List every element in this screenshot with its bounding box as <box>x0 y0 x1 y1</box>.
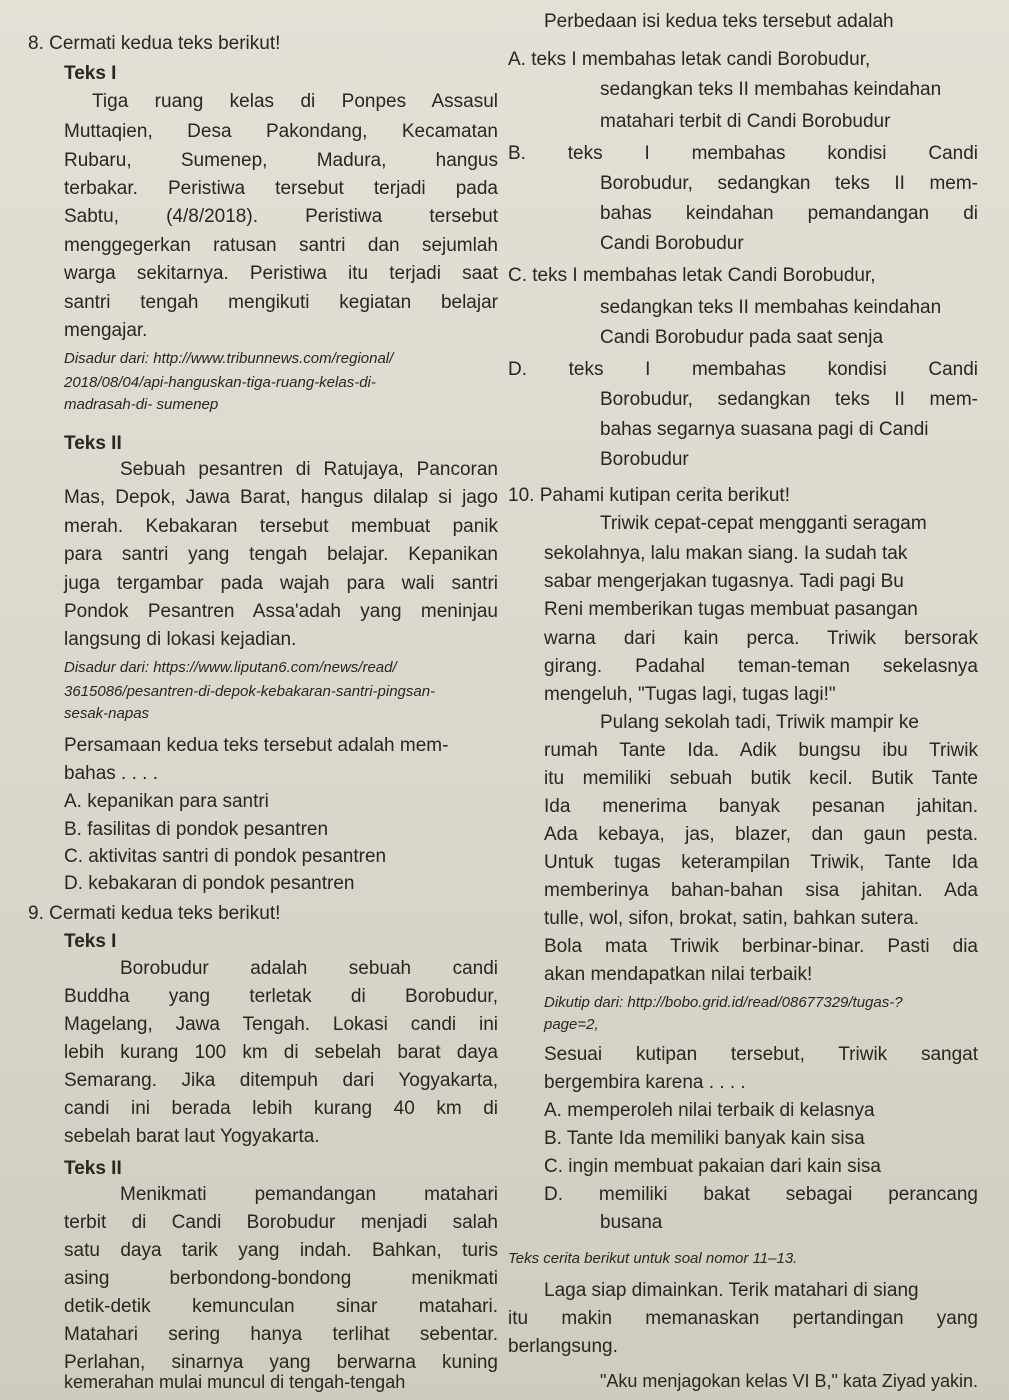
right-text-line: Teks cerita berikut untuk soal nomor 11–13. <box>508 1250 798 1267</box>
right-text-line: mengeluh, "Tugas lagi, tugas lagi!" <box>544 684 836 705</box>
right-text-line: girang. Padahal teman-teman sekelasnya <box>544 656 978 677</box>
left-text-line: Teks II <box>64 433 122 454</box>
right-text-line: tulle, wol, sifon, brokat, satin, bahkan sutera. <box>544 908 919 929</box>
left-text-line: menggegerkan ratusan santri dan sejumlah <box>64 235 498 256</box>
right-text-line: Reni memberikan tugas membuat pasangan <box>544 599 918 620</box>
left-text-line: D. kebakaran di pondok pesantren <box>64 873 355 894</box>
right-text-line: Sesuai kutipan tersebut, Triwik sangat <box>544 1044 978 1065</box>
left-text-line: 2018/08/04/api-hanguskan-tiga-ruang-kelas-di- <box>64 374 376 391</box>
right-text-line: Ada kebaya, jas, blazer, dan gaun pesta. <box>544 824 978 845</box>
left-text-line: Persamaan kedua teks tersebut adalah mem- <box>64 735 449 756</box>
left-text-line: Mas, Depok, Jawa Barat, hangus dilalap si jago <box>64 487 498 508</box>
left-text-line: Borobudur adalah sebuah candi <box>120 958 498 979</box>
right-text-line: bahas keindahan pemandangan di <box>600 203 978 224</box>
left-text-line: sesak-napas <box>64 705 150 722</box>
right-text-line: Borobudur, sedangkan teks II mem- <box>600 389 978 410</box>
left-text-line: langsung di lokasi kejadian. <box>64 629 297 650</box>
right-text-line: 10. Pahami kutipan cerita berikut! <box>508 485 790 506</box>
right-text-line: sedangkan teks II membahas keindahan <box>600 79 942 100</box>
left-text-line: Sebuah pesantren di Ratujaya, Pancoran <box>120 459 498 480</box>
left-text-line: C. aktivitas santri di pondok pesantren <box>64 846 387 867</box>
right-text-line: sekolahnya, lalu makan siang. Ia sudah tak <box>544 543 908 564</box>
left-text-line: lebih kurang 100 km di sebelah barat daya <box>64 1042 498 1063</box>
right-text-line: Perbedaan isi kedua teks tersebut adalah <box>544 11 894 32</box>
left-text-line: terbakar. Peristiwa tersebut terjadi pada <box>64 178 498 199</box>
right-text-line: page=2, <box>544 1016 599 1033</box>
right-text-line: busana <box>600 1212 663 1233</box>
right-text-line: D. teks I membahas kondisi Candi <box>508 359 978 380</box>
right-text-line: bahas segarnya suasana pagi di Candi <box>600 419 929 440</box>
right-text-line: warna dari kain perca. Triwik bersorak <box>544 628 978 649</box>
right-text-line: Pulang sekolah tadi, Triwik mampir ke <box>600 712 919 733</box>
left-text-line: 8. Cermati kedua teks berikut! <box>28 33 281 54</box>
left-text-line: Tiga ruang kelas di Ponpes Assasul <box>92 91 498 112</box>
right-text-line: itu makin memanaskan pertandingan yang <box>508 1308 978 1329</box>
right-text-line: Triwik cepat-cepat mengganti seragam <box>600 513 927 534</box>
right-text-line: Ida menerima banyak pesanan jahitan. <box>544 796 978 817</box>
right-text-line: sedangkan teks II membahas keindahan <box>600 297 942 318</box>
left-text-line: Magelang, Jawa Tengah. Lokasi candi ini <box>64 1014 498 1035</box>
right-text-line: Borobudur <box>600 449 689 470</box>
right-text-line: B. teks I membahas kondisi Candi <box>508 143 978 164</box>
right-text-line: matahari terbit di Candi Borobudur <box>600 111 891 132</box>
left-text-line: Teks I <box>64 63 117 84</box>
left-text-line: merah. Kebakaran tersebut membuat panik <box>64 516 498 537</box>
left-text-line: madrasah-di- sumenep <box>64 396 219 413</box>
tail-left-1: kemerahan mulai muncul di tengah-tengah <box>64 1372 406 1392</box>
left-text-line: para santri yang tengah belajar. Kepanikan <box>64 544 498 565</box>
left-text-line: Muttaqien, Desa Pakondang, Kecamatan <box>64 121 498 142</box>
left-text-line: B. fasilitas di pondok pesantren <box>64 819 329 840</box>
left-text-line: santri tengah mengikuti kegiatan belajar <box>64 292 498 313</box>
left-text-line: Pondok Pesantren Assa'adah yang meninjau <box>64 601 498 622</box>
right-text-line: C. teks I membahas letak Candi Borobudur, <box>508 265 876 286</box>
left-text-line: terbit di Candi Borobudur menjadi salah <box>64 1212 498 1233</box>
left-text-line: Semarang. Jika ditempuh dari Yogyakarta, <box>64 1070 498 1091</box>
left-text-line: Perlahan, sinarnya yang berwarna kuning <box>64 1352 498 1373</box>
left-text-line: Sabtu, (4/8/2018). Peristiwa tersebut <box>64 206 498 227</box>
right-text-line: Untuk tugas keterampilan Triwik, Tante Ida <box>544 852 978 873</box>
left-text-line: juga tergambar pada wajah para wali santri <box>64 573 498 594</box>
left-text-line: mengajar. <box>64 320 148 341</box>
left-text-line: Menikmati pemandangan matahari <box>120 1184 498 1205</box>
left-text-line: A. kepanikan para santri <box>64 791 269 812</box>
tail-right-1: "Aku menjagokan kelas VI B," kata Ziyad yakin. <box>600 1371 978 1391</box>
right-text-line: A. memperoleh nilai terbaik di kelasnya <box>544 1100 875 1121</box>
left-text-line: asing berbondong-bondong menikmati <box>64 1268 498 1289</box>
right-text-line: rumah Tante Ida. Adik bungsu ibu Triwik <box>544 740 978 761</box>
right-text-line: D. memiliki bakat sebagai perancang <box>544 1184 978 1205</box>
right-text-line: akan mendapatkan nilai terbaik! <box>544 964 813 985</box>
left-text-line: 9. Cermati kedua teks berikut! <box>28 903 281 924</box>
right-text-line: Candi Borobudur pada saat senja <box>600 327 884 348</box>
right-text-line: A. teks I membahas letak candi Borobudur, <box>508 49 871 70</box>
right-text-line: Bola mata Triwik berbinar-binar. Pasti dia <box>544 936 978 957</box>
right-text-line: itu memiliki sebuah butik kecil. Butik Tante <box>544 768 978 789</box>
left-text-line: 3615086/pesantren-di-depok-kebakaran-santri-pingsan- <box>64 683 436 700</box>
left-text-line: Rubaru, Sumenep, Madura, hangus <box>64 150 498 171</box>
left-text-line: bahas . . . . <box>64 763 158 784</box>
right-text-line: sabar mengerjakan tugasnya. Tadi pagi Bu <box>544 571 904 592</box>
right-text-line: Candi Borobudur <box>600 233 744 254</box>
left-text-line: Disadur dari: http://www.tribunnews.com/regional/ <box>64 350 394 367</box>
right-text-line: C. ingin membuat pakaian dari kain sisa <box>544 1156 881 1177</box>
left-text-line: satu daya tarik yang indah. Bahkan, turis <box>64 1240 498 1261</box>
left-text-line: Teks II <box>64 1158 122 1179</box>
right-text-line: berlangsung. <box>508 1336 618 1357</box>
right-text-line: Laga siap dimainkan. Terik matahari di siang <box>544 1280 919 1301</box>
right-text-line: Borobudur, sedangkan teks II mem- <box>600 173 978 194</box>
left-text-line: warga sekitarnya. Peristiwa itu terjadi saat <box>64 263 498 284</box>
right-text-line: B. Tante Ida memiliki banyak kain sisa <box>544 1128 865 1149</box>
left-text-line: Buddha yang terletak di Borobudur, <box>64 986 498 1007</box>
left-text-line: Disadur dari: https://www.liputan6.com/news/read/ <box>64 659 397 676</box>
left-text-line: candi ini berada lebih kurang 40 km di <box>64 1098 498 1119</box>
right-text-line: memberinya bahan-bahan sisa jahitan. Ada <box>544 880 978 901</box>
left-text-line: Matahari sering hanya terlihat sebentar. <box>64 1324 498 1345</box>
left-text-line: Teks I <box>64 931 117 952</box>
left-text-line: sebelah barat laut Yogyakarta. <box>64 1126 320 1147</box>
right-text-line: bergembira karena . . . . <box>544 1072 746 1093</box>
right-text-line: Dikutip dari: http://bobo.grid.id/read/08677329/tugas-? <box>544 994 903 1011</box>
left-text-line: detik-detik kemunculan sinar matahari. <box>64 1296 498 1317</box>
